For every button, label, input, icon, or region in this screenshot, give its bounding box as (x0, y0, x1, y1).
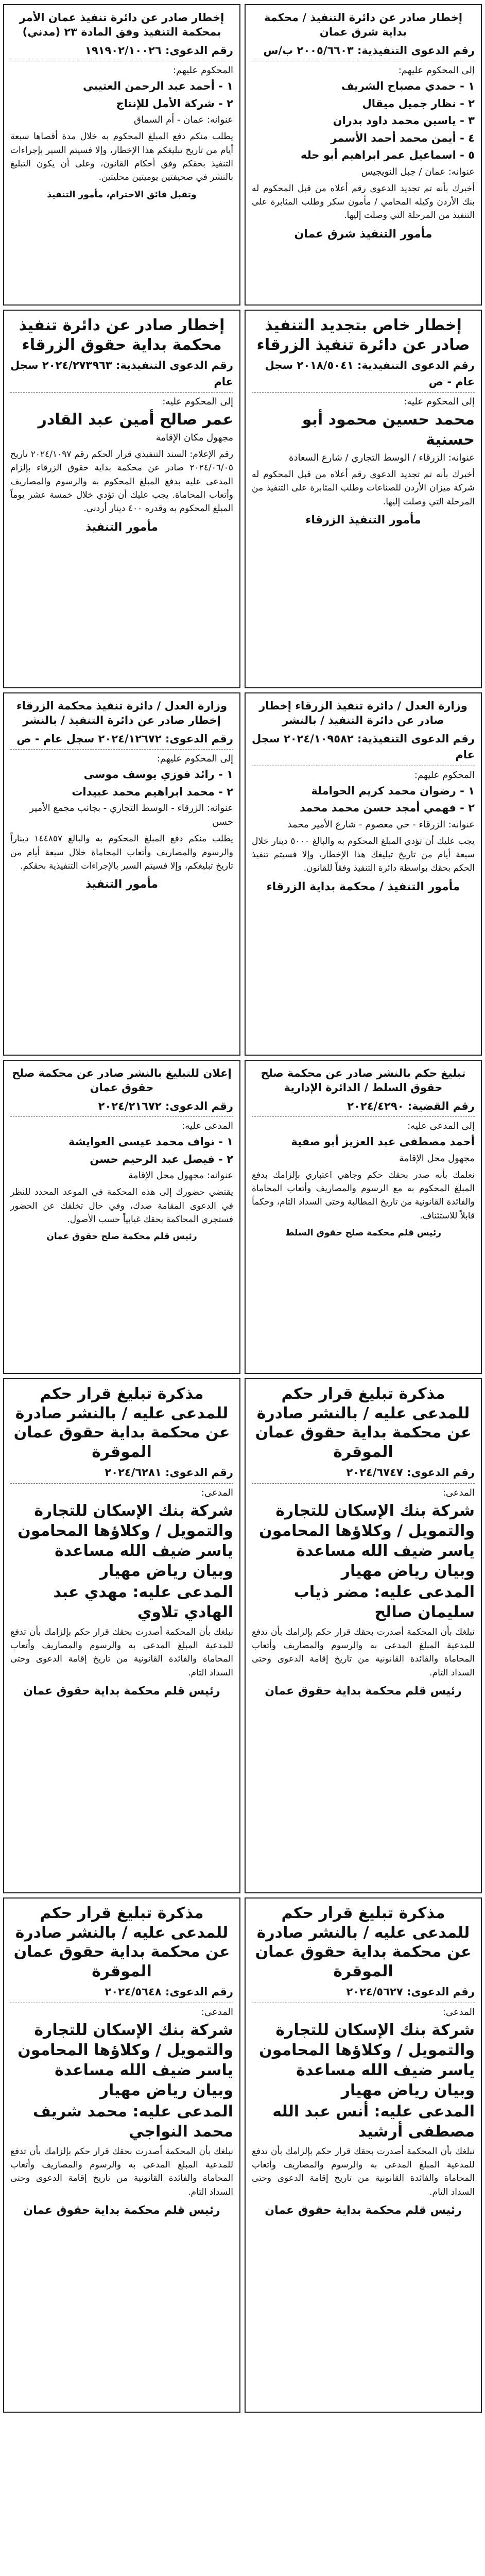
party-line: ١ - رضوان محمد كريم الحواملة (311, 784, 475, 797)
notice-signature: رئيس قلم محكمة صلح حقوق عمان (46, 1231, 197, 1242)
party-line: ١ - أحمد عبد الرحمن العتيبي (83, 80, 233, 93)
party-line: أحمد مصطفى عبد العزيز أبو صفية (291, 1136, 475, 1148)
case-number: رقم الدعوى: ٢٠٢٤/٥٦٢٧ (252, 1984, 475, 2003)
party-label: المحكوم عليهم: (414, 769, 475, 781)
notice-signature: مأمور التنفيذ (85, 520, 158, 534)
case-number: رقم الدعوى: ٢٠٢٤/١٢٦٧٢ سجل عام - ص (10, 731, 233, 750)
party-address: المدعى عليه: محمد شريف محمد النواجي (32, 2102, 233, 2141)
notice-body: أخبرك بأنه تم تجديد الدعوى رقم أعلاه من قبل المحكوم له شركة ميزان الأردن للصناعات وطلب المثابرة على التنفيذ من المرحلة التي وصلت إليها. (252, 469, 475, 507)
notice-title: مذكرة تبليغ قرار حكم للمدعى عليه / بالنشر صادرة عن محكمة بداية حقوق عمان الموقرة (255, 1385, 472, 1461)
party-address: المدعى عليه: أنس عبد الله مصطفى أرشيد (272, 2102, 475, 2141)
party-label: إلى المدعى عليه: (407, 1121, 475, 1132)
notice-title: مذكرة تبليغ قرار حكم للمدعى عليه / بالنشر صادرة عن محكمة بداية حقوق عمان الموقرة (255, 1904, 472, 1980)
party-line: ٢ - نظار جميل ميقال (362, 97, 475, 110)
notice-body: أخبرك بأنه تم تجديد الدعوى رقم أعلاه من قبل المحكوم له بنك الأردن وكيله المحامي / مأمون سكر وطلب المثابرة على التنفيذ من المرحلة التي وصلت إليها. (252, 183, 475, 221)
notice-signature: رئيس قلم محكمة بداية حقوق عمان (265, 2204, 462, 2217)
notice-4 (3, 310, 240, 688)
party-line: عمر صالح أمين عبد القادر (38, 411, 233, 429)
notice-12 (3, 1897, 240, 2413)
party-address: عنوانه: الزرقاء / الوسط التجاري / شارع السعادة (289, 452, 475, 463)
notice-title: إعلان للتبليغ بالنشر صادر عن محكمة صلح حقوق عمان (12, 1067, 232, 1094)
notice-body: نبلغك بأن المحكمة أصدرت بحقك قرار حكم بإلزامك بأن تدفع للمدعية المبلغ المدعى به والرسوم والمصاريف وأتعاب المحاماة والفائدة القانونية من تاريخ إقامة الدعوى وحتى السداد التام. (10, 2146, 233, 2197)
notice-2 (3, 4, 240, 306)
notice-body: نعلمك بأنه صدر بحقك حكم وجاهي اعتباري بإلزامك بدفع المبلغ المحكوم به مع الرسوم والمصاريف وأتعاب المحاماة والفائدة القانونية من تاريخ المطالبة وحتى السداد التام، وحكماً قابلاً للاستئناف. (252, 1170, 475, 1221)
notice-signature: رئيس قلم محكمة صلح حقوق السلط (285, 1228, 442, 1239)
party-line: شركة بنك الإسكان للتجارة والتمويل / وكلاؤها المحامون ياسر ضيف الله مساعدة وبيان رياض مهيار (18, 1501, 233, 1580)
notice-8 (3, 1060, 240, 1374)
notice-5 (245, 692, 482, 1056)
party-label: المدعى: (442, 1487, 475, 1498)
notice-title: إخطار صادر عن دائرة تنفيذ عمان الأمر بمحكمة التنفيذ وفق المادة ٢٣ (مدني) (19, 11, 224, 39)
party-line: ٢ - شركة الأمل للإنتاج (116, 97, 233, 110)
party-line: ٢ - فهمي أمجد حسن محمد محمد (300, 802, 475, 815)
notice-signature: مأمور التنفيذ الزرقاء (305, 514, 421, 527)
notice-title: تبليغ حكم بالنشر صادر عن محكمة صلح حقوق السلط / الدائرة الإدارية (261, 1067, 466, 1094)
party-line: ٢ - فيصل عبد الرحيم حسن (90, 1153, 233, 1165)
notice-body: نبلغك بأن المحكمة أصدرت بحقك قرار حكم بإلزامك بأن تدفع للمدعية المبلغ المدعى به والرسوم والمصاريف وأتعاب المحاماة والفائدة القانونية من تاريخ إقامة الدعوى وحتى السداد التام. (252, 1626, 475, 1678)
party-line: ١ - نواف محمد عيسى العوايشة (68, 1136, 233, 1148)
party-label: إلى المحكوم عليهم: (157, 753, 233, 765)
notice-title: وزارة العدل / دائرة تنفيذ الزرقاء إخطار صادر عن دائرة التنفيذ / بالنشر (259, 700, 467, 727)
notice-body: يطلب منكم دفع المبلغ المحكوم به والبالغ ١٤٤٨٥٧ ديناراً والرسوم والمصاريف وأتعاب المحاماة خلال سبعة أيام من تاريخ تبليغكم، وإلا فسيتم السير بالإجراءات التنفيذية بحقكم. (10, 834, 233, 871)
case-number: رقم الدعوى: ٢٠٢٤/٥٦٤٨ (10, 1984, 233, 2003)
notice-body: يقتضي حضورك إلى هذه المحكمة في الموعد المحدد للنظر في الدعوى المقامة ضدك، وفي حال تخلفك عن الحضور فستجري المحاكمة بحقك غيابياً حسب الأصول. (10, 1187, 233, 1225)
party-label: المحكوم عليهم: (172, 65, 233, 76)
notice-signature: رئيس قلم محكمة بداية حقوق عمان (23, 1684, 220, 1698)
party-label: المدعى: (201, 2006, 233, 2018)
party-line: شركة بنك الإسكان للتجارة والتمويل / وكلاؤها المحامون ياسر ضيف الله مساعدة وبيان رياض مهيار (259, 2021, 475, 2099)
party-address: عنوانه: مجهول محل الإقامة (128, 1170, 233, 1181)
party-line: شركة بنك الإسكان للتجارة والتمويل / وكلاؤها المحامون ياسر ضيف الله مساعدة وبيان رياض مهيار (18, 2021, 233, 2099)
party-line: ١ - رائد فوزي يوسف موسى (83, 768, 233, 781)
case-number: رقم الدعوى التنفيذية: ٢٠٢٤/٢٧٣٩٦٣ سجل عام (10, 358, 233, 393)
case-number: رقم الدعوى: ٢٠٢٤/٦٢٨١ (10, 1465, 233, 1484)
case-number: رقم الدعوى التنفيذية: ٢٠٢٤/١٠٩٥٨٢ سجل عام (252, 731, 475, 766)
notice-1 (245, 4, 482, 306)
party-line: ٤ - أيمن محمد أحمد الأسمر (331, 131, 475, 144)
case-number: رقم الدعوى: ١٩١٩٠٢/١٠٠٢٦ (10, 43, 233, 62)
notice-signature: رئيس قلم محكمة بداية حقوق عمان (23, 2204, 220, 2217)
notice-7 (245, 1060, 482, 1374)
notice-body: رقم الإعلام: السند التنفيذي قرار الحكم رقم ٢٠٢٤/١٠٩٧ تاريخ ٢٠٢٤/٠٦/٠٥ صادر عن محكمة بداية حقوق الزرقاء بإلزام المدعى عليه بدفع المبلغ المحكوم به والرسوم والمصاريف وأتعاب المحاماة. يجب عليك أن تؤدي خلال خمسة عشر يوماً المبلغ المحكوم به وقدره ٤٠٠ دينار أردني. (10, 449, 233, 514)
notice-signature: وتقبل فائق الاحترام، مأمور التنفيذ (47, 189, 197, 200)
notice-signature: مأمور التنفيذ شرق عمان (294, 227, 432, 241)
notice-title: إخطار صادر عن دائرة تنفيذ محكمة بداية حقوق الزرقاء (19, 316, 225, 354)
notice-title: إخطار صادر عن دائرة التنفيذ / محكمة بداية شرق عمان (264, 11, 463, 39)
notice-3 (245, 310, 482, 688)
party-address: المدعى عليه: مضر ذياب سليمان صالح (293, 1583, 475, 1621)
notice-body: يجب عليك أن تؤدي المبلغ المحكوم به والبالغ ٥٠٠٠ دينار خلال سبعة أيام من تاريخ تبليغك هذا الإخطار، وإلا فسيتم تنفيذ الحكم بحقك بواسطة دائرة التنفيذ وفقاً للقانون. (252, 836, 475, 874)
party-address: عنوانه: عمان / جبل النويجيس (361, 166, 475, 177)
party-address: مجهول محل الإقامة (399, 1153, 475, 1164)
party-label: المدعى: (442, 2006, 475, 2018)
party-line: ٣ - ياسين محمد داود بدران (333, 114, 475, 127)
notices-grid (3, 4, 482, 2413)
party-line: ١ - حمدي مصباح الشريف (341, 80, 475, 93)
notice-title: مذكرة تبليغ قرار حكم للمدعى عليه / بالنشر صادرة عن محكمة بداية حقوق عمان الموقرة (13, 1904, 230, 1980)
party-label: المدعى: (201, 1487, 233, 1498)
case-number: رقم الدعوى: ٢٠٢٤/٢١٦٧٢ (10, 1098, 233, 1117)
case-number: رقم الدعوى التنفيذية: ٢٠٠٥/٦٦٠٣ ب/س (252, 43, 475, 62)
case-number: رقم الدعوى: ٢٠٢٤/٦٧٤٧ (252, 1465, 475, 1484)
party-line: ٥ - اسماعيل عمر ابراهيم أبو حله (300, 149, 475, 162)
notice-body: نبلغك بأن المحكمة أصدرت بحقك قرار حكم بإلزامك بأن تدفع للمدعية المبلغ المدعى به والرسوم والمصاريف وأتعاب المحاماة والفائدة القانونية من تاريخ إقامة الدعوى وحتى السداد التام. (252, 2146, 475, 2197)
case-number: رقم الدعوى التنفيذية: ٢٠١٨/٥٠٤١ سجل عام - ص (252, 358, 475, 393)
notice-title: وزارة العدل / دائرة تنفيذ محكمة الزرقاء إخطار صادر عن دائرة التنفيذ / بالنشر (16, 700, 228, 727)
notice-title: إخطار خاص بتجديد التنفيذ صادر عن دائرة تنفيذ الزرقاء (256, 316, 470, 354)
party-label: إلى المحكوم عليهم: (398, 65, 475, 76)
party-address: عنوانه: عمان - أم السماق (134, 114, 233, 126)
notice-10 (3, 1378, 240, 1893)
party-label: إلى المحكوم عليه: (404, 396, 475, 407)
notice-signature: مأمور التنفيذ / محكمة بداية الزرقاء (266, 880, 460, 893)
party-address: مجهول مكان الإقامة (155, 432, 233, 443)
notice-body: نبلغك بأن المحكمة أصدرت بحقك قرار حكم بإلزامك بأن تدفع للمدعية المبلغ المدعى به والرسوم والمصاريف وأتعاب المحاماة والفائدة القانونية من تاريخ إقامة الدعوى وحتى السداد التام. (10, 1626, 233, 1678)
notice-title: مذكرة تبليغ قرار حكم للمدعى عليه / بالنشر صادرة عن محكمة بداية حقوق عمان الموقرة (13, 1385, 230, 1461)
party-line: شركة بنك الإسكان للتجارة والتمويل / وكلاؤها المحامون ياسر ضيف الله مساعدة وبيان رياض مهيار (259, 1501, 475, 1580)
party-line: ٢ - محمد ابراهيم محمد عبيدات (72, 785, 233, 798)
notice-6 (3, 692, 240, 1056)
party-line: محمد حسين محمود أبو حسنية (302, 411, 475, 449)
notice-11 (245, 1897, 482, 2413)
notice-signature: رئيس قلم محكمة بداية حقوق عمان (265, 1684, 462, 1698)
notice-9 (245, 1378, 482, 1893)
party-label: إلى المحكوم عليه: (162, 396, 233, 407)
notice-signature: مأمور التنفيذ (85, 878, 158, 891)
party-address: عنوانه: الزرقاء - الوسط التجاري - بجانب مجمع الأمير حسن (29, 803, 233, 828)
party-label: المدعى عليه: (182, 1121, 233, 1132)
notice-body: يطلب منكم دفع المبلغ المحكوم به خلال مدة أقصاها سبعة أيام من تاريخ تبليغكم هذا الإخطار، وإلا فسيتم السير بإجراءات التنفيذ بحقكم وفق أحكام القانون، وعلى أن يكون التبليغ بالنشر في صحيفتين يوميتين محليتين. (10, 131, 233, 183)
party-address: المدعى عليه: مهدي عبد الهادي تلاوي (53, 1583, 233, 1621)
party-address: عنوانه: الزرقاء - حي معصوم - شارع الأمير محمد (287, 819, 475, 830)
case-number: رقم القضية: ٢٠٢٤/٤٢٩٠ (252, 1098, 475, 1117)
